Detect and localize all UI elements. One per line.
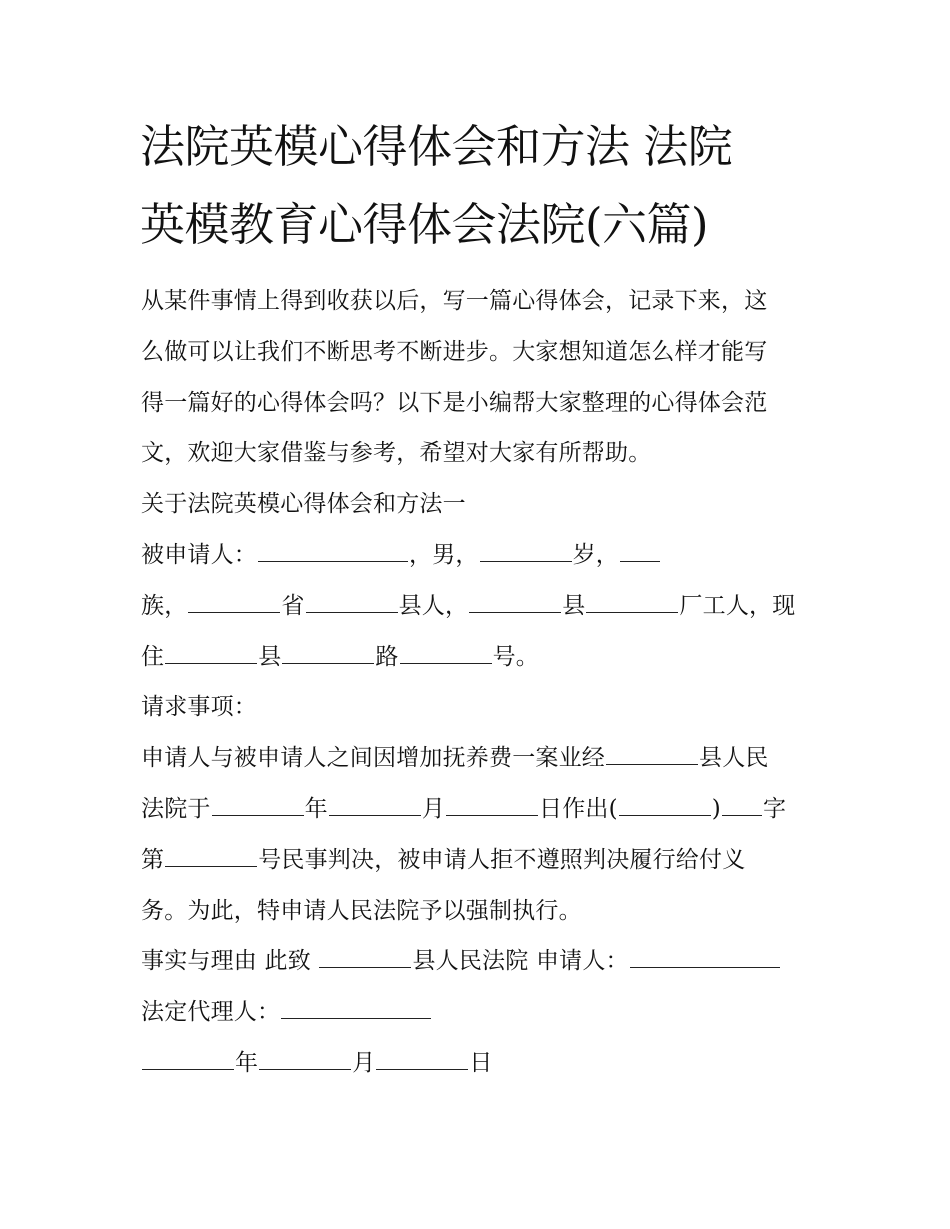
court-county-blank [606,742,698,765]
intro-line: 得一篇好的心得体会吗？以下是小编帮大家整理的心得体会范 [141,389,768,416]
work-county-blank [469,590,561,613]
age-text: 岁， [572,541,620,568]
month-blank [329,793,421,816]
facts-text: 事实与理由 此致 [141,948,319,975]
request-line-2 [141,788,831,839]
document-title [140,108,820,264]
number-blank [400,641,492,664]
address-county-blank [165,641,257,664]
county-court-text: 县人民法院 申请人： [412,948,629,975]
live-text: 住 [141,643,165,670]
agent-label: 法定代理人： [141,999,281,1026]
year-blank [212,793,304,816]
applicant-blank [630,945,780,968]
ethnic-blank [620,539,660,562]
facts-line [141,940,831,991]
month-text: 月 [421,795,446,822]
request-line-3 [141,839,831,890]
origin-line [141,585,831,636]
sign-month-blank [259,1047,351,1070]
sign-year-blank [142,1047,234,1070]
year-text: 年 [304,795,328,822]
request-heading: 请求事项： [141,694,257,721]
intro-line: 么做可以让我们不断思考不断进步。大家想知道怎么样才能写 [141,338,768,365]
gender-text: ，男， [409,541,479,568]
respondent-line [141,534,831,585]
respondent-label: 被申请人： [141,541,257,568]
case-code-blank [722,793,762,816]
day-text: 日 [469,1049,493,1076]
case-number-blank [165,844,257,867]
agent-line [141,991,831,1042]
intro-line: 文，欢迎大家借鉴与参考，希望对大家有所帮助。 [141,440,652,467]
number-text: 号。 [492,643,540,670]
section-heading: 关于法院英模心得体会和方法一 [141,491,466,518]
road-text: 路 [375,643,399,670]
county-text: 县 [258,643,282,670]
county-text: 县 [562,592,586,619]
document-body [141,280,831,1093]
title-line-2: 英模教育心得体会法院(六篇) [140,198,709,251]
province-blank [188,590,280,613]
judgment-text: 号民事判决，被申请人拒不遵照判决履行给付义 [258,846,746,873]
province-text: 省 [281,592,305,619]
request-text: 申请人与被申请人之间因增加抚养费一案业经 [141,745,605,772]
close-paren-text: ) [711,795,721,822]
age-blank [480,539,572,562]
title-line-1: 法院英模心得体会和方法 法院 [140,120,733,173]
request-line-4: 务。为此，特申请人民法院予以强制执行。 [141,897,582,924]
day-blank [446,793,538,816]
agent-blank [281,996,431,1019]
year-text: 年 [235,1049,259,1076]
addressee-county-blank [319,945,411,968]
month-text: 月 [352,1049,376,1076]
factory-worker-text: 厂工人，现 [679,592,796,619]
factory-blank [586,590,678,613]
day-made-text: 日作出( [539,795,618,822]
county-people-text: 县人民 [699,745,769,772]
zi-text: 字 [762,795,787,822]
road-blank [282,641,374,664]
intro-line: 从某件事情上得到收获以后，写一篇心得体会，记录下来，这 [141,288,768,314]
name-blank [258,539,408,562]
di-text: 第 [141,846,165,873]
request-line-1 [141,737,831,788]
case-year-blank [619,793,711,816]
ethnic-text: 族， [141,592,188,619]
sign-day-blank [376,1047,468,1070]
court-on-text: 法院于 [141,795,211,822]
date-line [141,1042,831,1093]
address-line [141,636,831,687]
county-blank [306,590,398,613]
county-person-text: 县人， [398,592,469,619]
